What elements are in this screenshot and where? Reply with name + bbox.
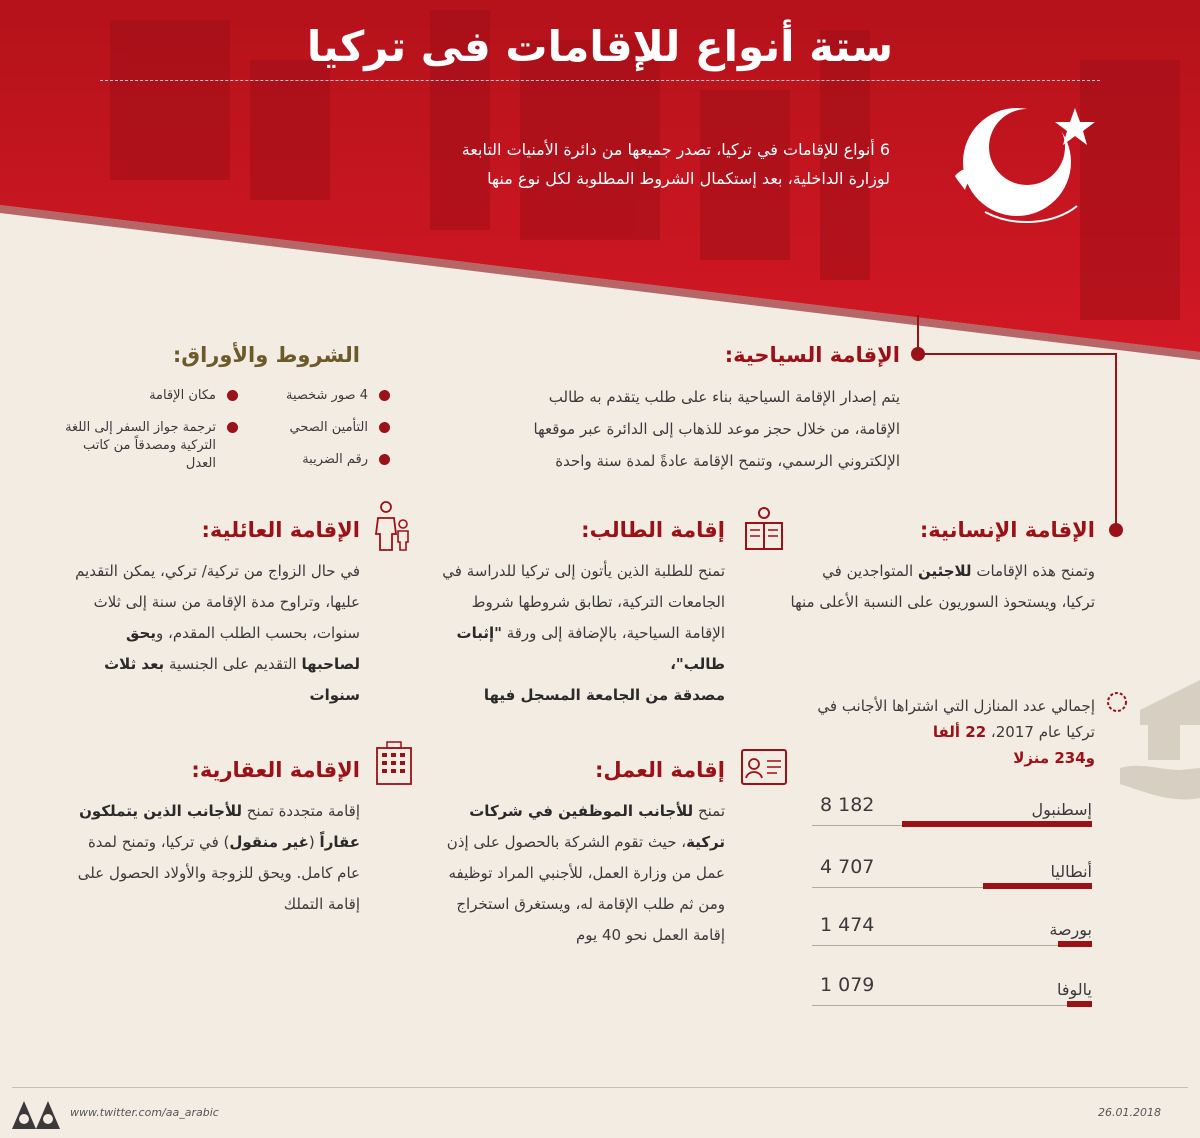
section-work (430, 758, 725, 951)
conditions-col-right (250, 387, 390, 481)
city-value-label: 1 474 (820, 914, 875, 936)
title-divider (100, 80, 1100, 81)
city-name-label: أنطاليا (1050, 862, 1092, 881)
section-student (440, 518, 725, 711)
footer-date: 26.01.2018 (1098, 1106, 1161, 1119)
building-icon (373, 740, 415, 786)
student-title: إقامة الطالب: (581, 518, 725, 542)
aa-logo-icon (10, 1097, 62, 1131)
family-title: الإقامة العائلية: (201, 518, 360, 542)
city-bar-row (812, 914, 1092, 960)
city-baseline (812, 1005, 1092, 1006)
condition-item: رقم الضريبة (250, 451, 390, 469)
city-bar-row (812, 856, 1092, 902)
city-value-label: 8 182 (820, 794, 875, 816)
tourist-body: يتم إصدار الإقامة السياحية بناء على طلب يتقدم به طالب الإقامة، من خلال حجز موعد للذهاب إلى الدائرة عبر موقعها الإلكتروني الرسمي، وتنمح الإقامة عادةً لمدة سنة واحدة (533, 388, 900, 470)
city-baseline (812, 945, 1092, 946)
section-property (70, 758, 360, 920)
city-bar (902, 821, 1092, 827)
city-bar-row (812, 794, 1092, 840)
timeline-dot-humanitarian (1109, 523, 1123, 537)
section-conditions (60, 343, 360, 381)
section-family (70, 518, 360, 711)
city-bar (1058, 941, 1092, 947)
work-title: إقامة العمل: (594, 758, 725, 782)
condition-item: التأمين الصحي (250, 419, 390, 437)
timeline-line-mid (1115, 355, 1117, 525)
humanitarian-body: وتمنح هذه الإقامات للاجئين المتواجدين في تركيا، ويستحوذ السوريون على النسبة الأعلى منها (790, 562, 1095, 611)
footer-divider (12, 1087, 1188, 1088)
family-body: في حال الزواج من تركية/ تركي، يمكن التقديم عليها، وتراوح مدة الإقامة من سنة إلى ثلاث سنوات، بحسب الطلب المقدم، ويحق لصاحبها التقديم على الجنسية بعد ثلاث سنوات (75, 562, 360, 704)
city-bar (983, 883, 1092, 889)
condition-item: 4 صور شخصية (250, 387, 390, 405)
conditions-title: الشروط والأوراق: (172, 343, 360, 367)
section-humanitarian (790, 518, 1095, 618)
conditions-col-left (60, 387, 238, 485)
section-tourist (500, 343, 900, 477)
house-hand-icon (1100, 680, 1200, 805)
city-name-label: يالوفا (1057, 980, 1092, 999)
family-icon (372, 500, 414, 552)
intro-text: 6 أنواع للإقامات في تركيا، تصدر جميعها من دائرة الأمنيات التابعة لوزارة الداخلية، بعد إستكمال الشروط المطلوبة لكل نوع منها (461, 140, 890, 188)
student-reading-icon (740, 505, 788, 553)
timeline-connector (917, 353, 1117, 355)
condition-item: مكان الإقامة (60, 387, 238, 405)
condition-item: ترجمة جواز السفر إلى اللغة التركية ومصدقاً من كاتب العدل (60, 419, 238, 473)
property-body: إقامة متجددة تمنح للأجانب الذين يتملكون عقاراً (غير منقول) في تركيا، وتمنح لمدة عام كامل. ويحق للزوجة والأولاد الحصول على إقامة التملك (77, 802, 360, 913)
city-name-label: بورصة (1049, 920, 1092, 939)
footer-twitter-link[interactable]: www.twitter.com/aa_arabic (70, 1106, 219, 1119)
work-body: تمنح للأجانب الموظفين في شركات تركية، حيث تقوم الشركة بالحصول على إذن عمل من وزارة العمل، للأجنبي المراد توظيفه ومن ثم طلب الإقامة له، ويستغرق استخراج إقامة العمل نحو 40 يوم (446, 802, 725, 944)
tourist-title: الإقامة السياحية: (724, 343, 900, 367)
city-bar (1067, 1001, 1092, 1007)
city-name-label: إسطنبول (1031, 800, 1092, 819)
humanitarian-title: الإقامة الإنسانية: (919, 518, 1095, 542)
student-body: تمنح للطلبة الذين يأتون إلى تركيا للدراسة في الجامعات التركية، تطابق شروطها شروط الإقامة السياحية، بالإضافة إلى ورقة "إثبات طالب"، مصدقة من الجامعة المسجل فيها (442, 562, 725, 704)
city-value-label: 1 079 (820, 974, 875, 996)
city-value-label: 4 707 (820, 856, 875, 878)
id-card-icon (740, 748, 788, 786)
property-title: الإقامة العقارية: (191, 758, 360, 782)
page-title: ستة أنواع للإقامات فى تركيا (306, 22, 894, 71)
timeline-dot-tourist (911, 347, 925, 361)
city-bar-row (812, 974, 1092, 1020)
stats-caption: إجمالي عدد المنازل التي اشتراها الأجانب في تركيا عام 2017، 22 ألفا و234 منزلا (817, 697, 1095, 767)
crescent-star-icon (945, 100, 1105, 230)
